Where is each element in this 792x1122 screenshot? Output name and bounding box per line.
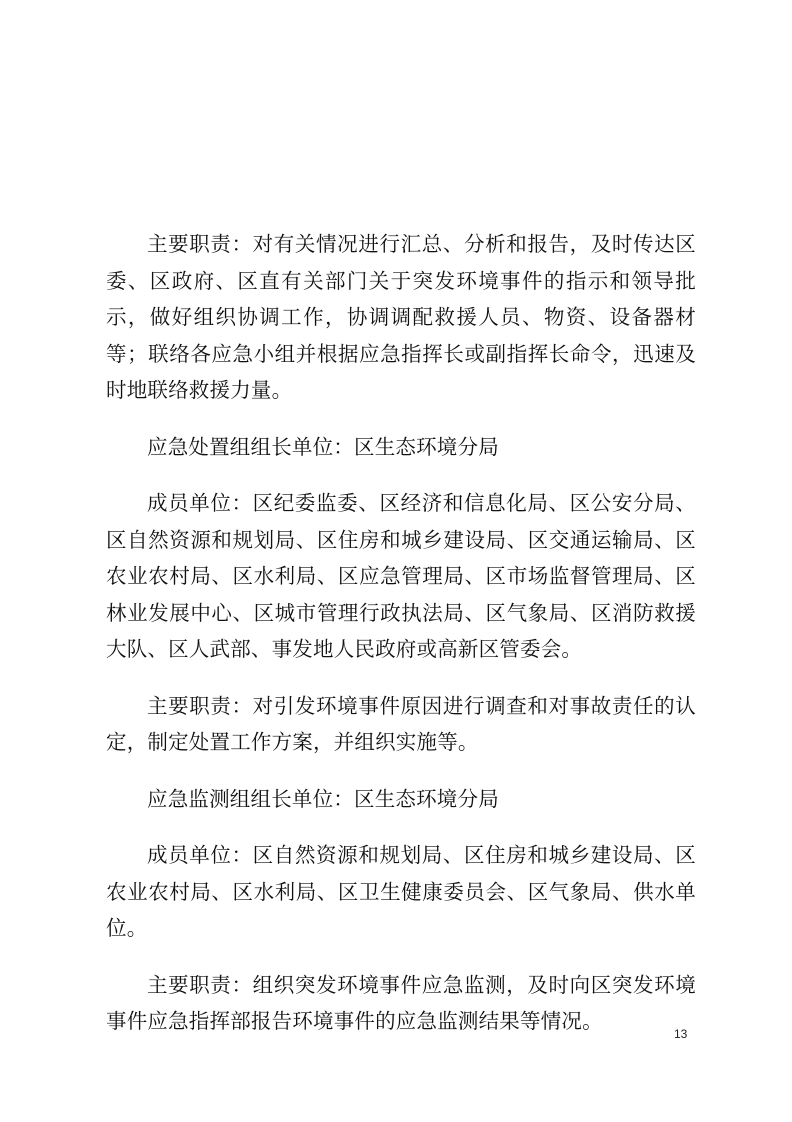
paragraph-disposal-group-members: 成员单位：区纪委监委、区经济和信息化局、区公安分局、区自然资源和规划局、区住房和城乡建设局、区交通运输局、区农业农村局、区水利局、区应急管理局、区市场监督管理局、区林业发展中心、区城市管理行政执法局、区气象局、区消防救援大队、区人武部、事发地人民政府或高新区管委会。 <box>106 491 696 661</box>
paragraph-disposal-group-duties: 主要职责：对引发环境事件原因进行调查和对事故责任的认定，制定处置工作方案，并组织实施等。 <box>106 693 696 754</box>
paragraph-main-duties-coordination: 主要职责：对有关情况进行汇总、分析和报告，及时传达区委、区政府、区直有关部门关于突发环境事件的指示和领导批示，做好组织协调工作，协调调配救援人员、物资、设备器材等；联络各应急小组并根据应急指挥长或副指挥长命令，迅速及时地联络救援力量。 <box>106 232 696 402</box>
page-number: 13 <box>674 1027 688 1041</box>
paragraph-monitoring-group-members: 成员单位：区自然资源和规划局、区住房和城乡建设局、区农业农村局、区水利局、区卫生健康委员会、区气象局、供水单位。 <box>106 843 696 940</box>
document-body <box>106 226 696 1060</box>
paragraph-monitoring-group-leader: 应急监测组组长单位：区生态环境分局 <box>147 786 499 811</box>
paragraph-monitoring-group-duties: 主要职责：组织突发环境事件应急监测，及时向区突发环境事件应急指挥部报告环境事件的应急监测结果等情况。 <box>106 972 696 1033</box>
paragraph-disposal-group-leader: 应急处置组组长单位：区生态环境分局 <box>147 434 499 459</box>
